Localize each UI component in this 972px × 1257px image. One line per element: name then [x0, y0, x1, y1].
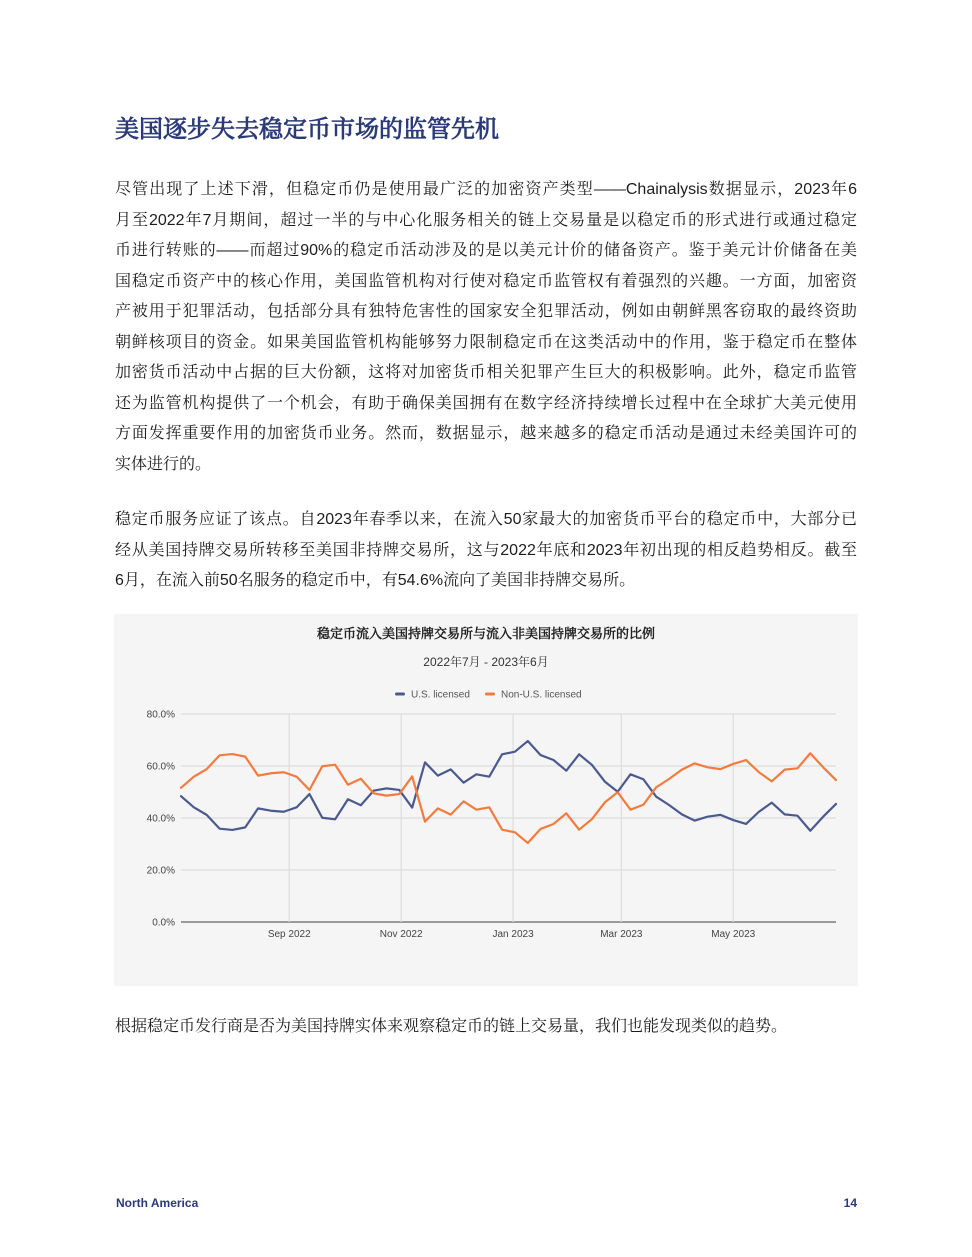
text-line: 币进行转账的——而超过90%的稳定币活动涉及的是以美元计价的储备资产。鉴于美元计价储备在美 — [115, 242, 857, 259]
data-point-non-us-licensed — [539, 827, 543, 831]
data-point-us-licensed — [474, 772, 478, 776]
data-point-non-us-licensed — [795, 766, 799, 770]
data-point-non-us-licensed — [462, 799, 466, 803]
data-point-us-licensed — [783, 812, 787, 816]
data-point-us-licensed — [526, 739, 530, 743]
data-point-us-licensed — [179, 794, 183, 798]
data-point-us-licensed — [218, 827, 222, 831]
data-point-non-us-licensed — [577, 828, 581, 832]
y-tick-label: 0.0% — [152, 917, 175, 929]
data-point-non-us-licensed — [487, 805, 491, 809]
data-point-us-licensed — [629, 772, 633, 776]
x-tick-label: May 2023 — [711, 929, 756, 940]
data-point-us-licensed — [307, 792, 311, 796]
data-point-non-us-licensed — [397, 792, 401, 796]
data-point-non-us-licensed — [307, 788, 311, 792]
data-point-us-licensed — [243, 825, 247, 829]
text-line: 稳定币服务应证了该点。自2023年春季以来，在流入50家最大的加密货币平台的稳定币中，大部分已 — [115, 511, 857, 528]
data-point-us-licensed — [487, 775, 491, 779]
text-line: 国稳定币资产中的核心作用，美国监管机构对行使对稳定币监管权有着强烈的兴趣。一方面，加密资 — [115, 272, 857, 290]
data-point-non-us-licensed — [564, 811, 568, 815]
text-line: 产被用于犯罪活动，包括部分具有独特危害性的国家安全犯罪活动，例如由朝鲜黑客窃取的最终资助 — [115, 303, 857, 320]
data-point-us-licensed — [359, 803, 363, 807]
data-point-non-us-licensed — [449, 813, 453, 817]
data-point-us-licensed — [744, 822, 748, 826]
data-point-us-licensed — [384, 786, 388, 790]
data-point-us-licensed — [551, 758, 555, 762]
data-point-non-us-licensed — [269, 771, 273, 775]
data-point-non-us-licensed — [616, 790, 620, 794]
data-point-us-licensed — [577, 752, 581, 756]
data-point-non-us-licensed — [410, 774, 414, 778]
data-point-us-licensed — [333, 817, 337, 821]
data-point-non-us-licensed — [333, 763, 337, 767]
data-point-us-licensed — [808, 829, 812, 833]
data-point-non-us-licensed — [192, 775, 196, 779]
data-point-non-us-licensed — [384, 794, 388, 798]
data-point-non-us-licensed — [770, 779, 774, 783]
data-point-non-us-licensed — [205, 767, 209, 771]
data-point-non-us-licensed — [243, 755, 247, 759]
legend-marker-us-licensed — [395, 693, 405, 696]
data-point-non-us-licensed — [757, 770, 761, 774]
data-point-us-licensed — [667, 803, 671, 807]
page-number: 14 — [843, 1196, 857, 1210]
data-point-non-us-licensed — [654, 785, 658, 789]
page-heading: 美国逐步失去稳定币市场的监管先机 — [115, 116, 499, 143]
data-point-us-licensed — [757, 810, 761, 814]
x-tick-label: Sep 2022 — [267, 929, 311, 940]
text-line: 经从美国持牌交易所转移至美国非持牌交易所，这与2022年底和2023年初出现的相反趋势相反。截至 — [115, 541, 857, 559]
data-point-non-us-licensed — [346, 783, 350, 787]
data-point-non-us-licensed — [423, 820, 427, 824]
data-point-non-us-licensed — [256, 774, 260, 778]
chart-subtitle: 2022年7月 - 2023年6月 — [423, 655, 549, 669]
data-point-us-licensed — [654, 795, 658, 799]
data-point-us-licensed — [346, 797, 350, 801]
data-point-non-us-licensed — [590, 817, 594, 821]
body-paragraph-3 — [115, 1012, 857, 1043]
y-tick-label: 80.0% — [146, 709, 175, 721]
x-tick-label: Nov 2022 — [379, 929, 423, 940]
data-point-us-licensed — [397, 788, 401, 792]
line-chart — [114, 614, 858, 986]
data-point-non-us-licensed — [320, 764, 324, 768]
data-point-non-us-licensed — [359, 777, 363, 781]
data-point-us-licensed — [641, 777, 645, 781]
data-point-us-licensed — [500, 752, 504, 756]
data-point-us-licensed — [320, 816, 324, 820]
x-tick-label: Jan 2023 — [492, 929, 534, 940]
data-point-non-us-licensed — [526, 841, 530, 845]
data-point-us-licensed — [449, 767, 453, 771]
data-point-non-us-licensed — [500, 828, 504, 832]
data-point-non-us-licensed — [783, 768, 787, 772]
data-point-non-us-licensed — [230, 752, 234, 756]
data-point-non-us-licensed — [474, 808, 478, 812]
legend-label-us-licensed: U.S. licensed — [411, 689, 470, 701]
text-line: 朝鲜核项目的资金。如果美国监管机构能够努力限制稳定币在这类活动中的作用，鉴于稳定币在整体 — [115, 333, 857, 351]
data-point-us-licensed — [795, 814, 799, 818]
data-point-non-us-licensed — [667, 777, 671, 781]
text-line: 方面发挥重要作用的加密货币业务。然而，数据显示，越来越多的稳定币活动是通过未经美国许可的 — [115, 425, 857, 442]
data-point-non-us-licensed — [834, 778, 838, 782]
data-point-us-licensed — [731, 818, 735, 822]
data-point-us-licensed — [462, 781, 466, 785]
chart-title: 稳定币流入美国持牌交易所与流入非美国持牌交易所的比例 — [316, 626, 656, 641]
data-point-us-licensed — [590, 763, 594, 767]
data-point-non-us-licensed — [718, 767, 722, 771]
data-point-us-licensed — [423, 760, 427, 764]
data-point-us-licensed — [539, 753, 543, 757]
data-point-non-us-licensed — [372, 791, 376, 795]
legend-label-non-us-licensed: Non-U.S. licensed — [501, 689, 582, 701]
chart-svg — [114, 614, 858, 986]
y-tick-label: 60.0% — [146, 761, 175, 773]
data-point-us-licensed — [205, 813, 209, 817]
data-point-us-licensed — [680, 812, 684, 816]
data-point-us-licensed — [436, 774, 440, 778]
body-paragraph-2 — [115, 505, 857, 597]
data-point-us-licensed — [410, 806, 414, 810]
data-point-non-us-licensed — [603, 800, 607, 804]
data-point-us-licensed — [706, 815, 710, 819]
data-point-non-us-licensed — [744, 758, 748, 762]
data-point-us-licensed — [256, 806, 260, 810]
data-point-non-us-licensed — [731, 762, 735, 766]
text-line: 加密货币活动中占据的巨大份额，这将对加密货币相关犯罪产生巨大的积极影响。此外，稳定币监管 — [115, 364, 857, 381]
data-point-non-us-licensed — [629, 808, 633, 812]
data-point-us-licensed — [230, 828, 234, 832]
data-point-us-licensed — [282, 810, 286, 814]
data-point-non-us-licensed — [282, 770, 286, 774]
data-point-us-licensed — [295, 805, 299, 809]
data-point-us-licensed — [693, 819, 697, 823]
text-line: 实体进行的。 — [115, 455, 212, 473]
footer-section-label: North America — [116, 1196, 199, 1210]
legend-marker-non-us-licensed — [485, 693, 495, 696]
text-line: 月至2022年7月期间，超过一半的与中心化服务相关的链上交易量是以稳定币的形式进行或通过稳定 — [115, 211, 857, 229]
data-point-non-us-licensed — [179, 786, 183, 790]
body-paragraph-1 — [115, 175, 857, 480]
data-point-non-us-licensed — [706, 765, 710, 769]
text-line: 尽管出现了上述下滑，但稳定币仍是使用最广泛的加密资产类型——Chainalysis数据显示，2023年6 — [115, 181, 857, 198]
text-line: 根据稳定币发行商是否为美国持牌实体来观察稳定币的链上交易量，我们也能发现类似的趋势。 — [115, 1018, 788, 1035]
data-point-us-licensed — [603, 780, 607, 784]
data-point-us-licensed — [564, 769, 568, 773]
data-point-non-us-licensed — [821, 765, 825, 769]
data-point-non-us-licensed — [513, 830, 517, 834]
data-point-non-us-licensed — [551, 822, 555, 826]
data-point-us-licensed — [834, 802, 838, 806]
data-point-non-us-licensed — [436, 806, 440, 810]
data-point-us-licensed — [513, 750, 517, 754]
data-point-non-us-licensed — [641, 803, 645, 807]
y-tick-label: 40.0% — [146, 813, 175, 825]
data-point-us-licensed — [770, 801, 774, 805]
y-tick-label: 20.0% — [146, 865, 175, 877]
data-point-us-licensed — [718, 813, 722, 817]
text-line: 还为监管机构提供了一个机会，有助于确保美国拥有在数字经济持续增长过程中在全球扩大美元使用 — [115, 394, 857, 412]
data-point-non-us-licensed — [218, 753, 222, 757]
data-point-non-us-licensed — [693, 761, 697, 765]
data-point-non-us-licensed — [680, 768, 684, 772]
x-tick-label: Mar 2023 — [600, 929, 643, 940]
data-point-non-us-licensed — [808, 751, 812, 755]
data-point-us-licensed — [821, 815, 825, 819]
data-point-non-us-licensed — [295, 775, 299, 779]
data-point-us-licensed — [269, 809, 273, 813]
text-line: 6月，在流入前50名服务的稳定币中，有54.6%流向了美国非持牌交易所。 — [115, 572, 636, 589]
data-point-us-licensed — [192, 805, 196, 809]
